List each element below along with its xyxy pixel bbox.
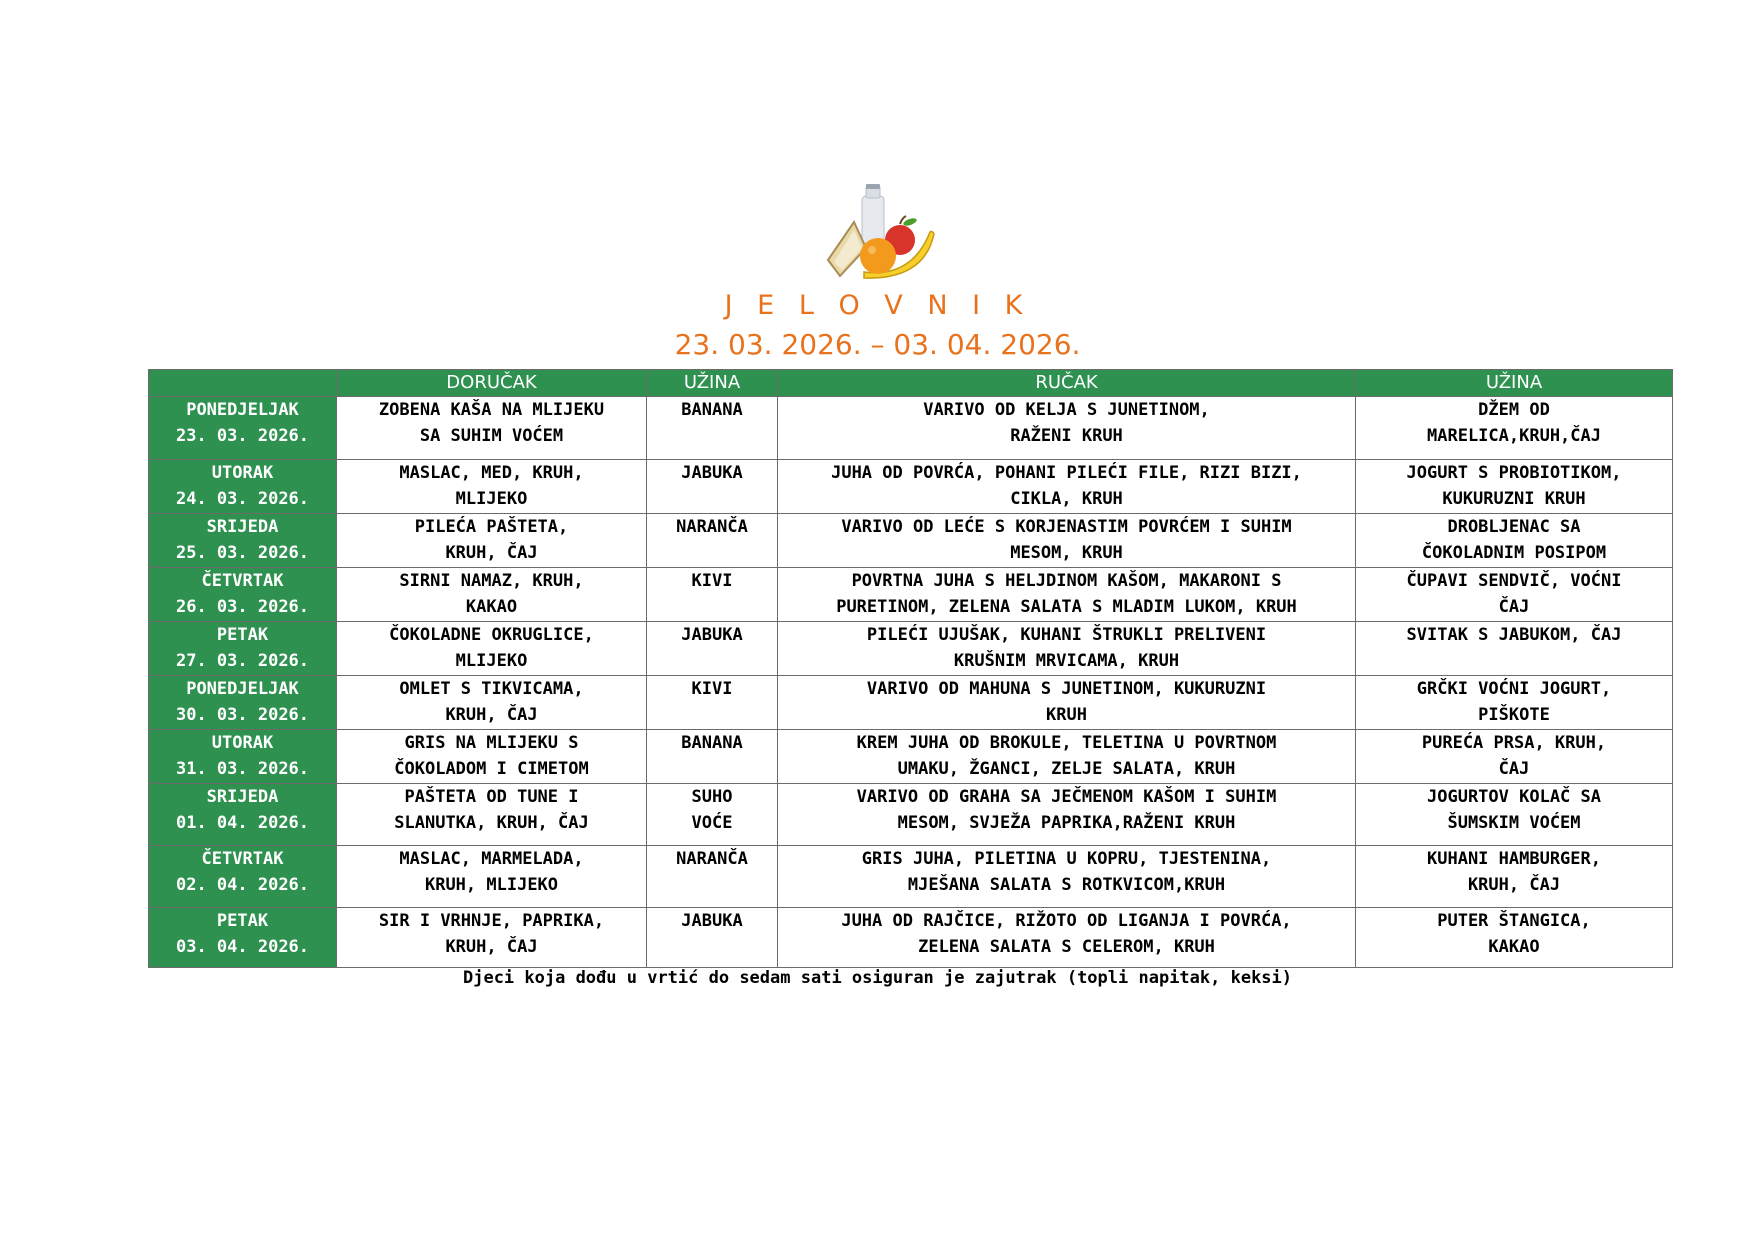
snack-2-cell: ČUPAVI SENDVIČ, VOĆNI ČAJ [1356,568,1673,622]
lunch-cell: VARIVO OD MAHUNA S JUNETINOM, KUKURUZNI KRUH [778,676,1356,730]
column-header-lunch: RUČAK [778,370,1356,397]
day-cell: PETAK 27. 03. 2026. [149,622,337,676]
day-cell: PETAK 03. 04. 2026. [149,908,337,968]
snack-1-cell: SUHO VOĆE [647,784,778,846]
lunch-cell: GRIS JUHA, PILETINA U KOPRU, TJESTENINA, MJEŠANA SALATA S ROTKVICOM,KRUH [778,846,1356,908]
breakfast-cell: ZOBENA KAŠA NA MLIJEKU SA SUHIM VOĆEM [337,397,647,460]
lunch-cell: PILEĆI UJUŠAK, KUHANI ŠTRUKLI PRELIVENI KRUŠNIM MRVICAMA, KRUH [778,622,1356,676]
table-row [149,908,1673,968]
day-cell: SRIJEDA 25. 03. 2026. [149,514,337,568]
breakfast-cell: MASLAC, MARMELADA, KRUH, MLIJEKO [337,846,647,908]
lunch-cell: JUHA OD RAJČICE, RIŽOTO OD LIGANJA I POVRĆA, ZELENA SALATA S CELEROM, KRUH [778,908,1356,968]
day-cell: PONEDJELJAK 30. 03. 2026. [149,676,337,730]
footer-note: Djeci koja dođu u vrtić do sedam sati osiguran je zajutrak (topli napitak, keksi) [462,968,1293,988]
table-row [149,730,1673,784]
snack-1-cell: NARANČA [647,514,778,568]
page-title: J E L O V N I K [724,290,1031,321]
food-illustration-icon [820,182,940,282]
snack-1-cell: BANANA [647,730,778,784]
snack-2-cell: GRČKI VOĆNI JOGURT, PIŠKOTE [1356,676,1673,730]
day-cell: ČETVRTAK 02. 04. 2026. [149,846,337,908]
snack-2-cell: JOGURT S PROBIOTIKOM, KUKURUZNI KRUH [1356,460,1673,514]
table-row [149,568,1673,622]
snack-2-cell: SVITAK S JABUKOM, ČAJ [1356,622,1673,676]
day-cell: UTORAK 24. 03. 2026. [149,460,337,514]
lunch-cell: POVRTNA JUHA S HELJDINOM KAŠOM, MAKARONI S PURETINOM, ZELENA SALATA S MLADIM LUKOM, KRUH [778,568,1356,622]
snack-1-cell: KIVI [647,568,778,622]
snack-2-cell: DŽEM OD MARELICA,KRUH,ČAJ [1356,397,1673,460]
column-header-breakfast: DORUČAK [337,370,647,397]
snack-1-cell: JABUKA [647,460,778,514]
table-row [149,676,1673,730]
snack-1-cell: NARANČA [647,846,778,908]
column-header-snack-2: UŽINA [1356,370,1673,397]
table-header-row [149,370,1673,397]
table-row [149,846,1673,908]
day-cell: ČETVRTAK 26. 03. 2026. [149,568,337,622]
breakfast-cell: OMLET S TIKVICAMA, KRUH, ČAJ [337,676,647,730]
day-cell: SRIJEDA 01. 04. 2026. [149,784,337,846]
day-cell: UTORAK 31. 03. 2026. [149,730,337,784]
snack-1-cell: JABUKA [647,908,778,968]
breakfast-cell: PAŠTETA OD TUNE I SLANUTKA, KRUH, ČAJ [337,784,647,846]
breakfast-cell: GRIS NA MLIJEKU S ČOKOLADOM I CIMETOM [337,730,647,784]
column-header-day [149,370,337,397]
snack-2-cell: KUHANI HAMBURGER, KRUH, ČAJ [1356,846,1673,908]
snack-1-cell: BANANA [647,397,778,460]
breakfast-cell: SIR I VRHNJE, PAPRIKA, KRUH, ČAJ [337,908,647,968]
snack-2-cell: PUREĆA PRSA, KRUH, ČAJ [1356,730,1673,784]
snack-1-cell: KIVI [647,676,778,730]
snack-2-cell: JOGURTOV KOLAČ SA ŠUMSKIM VOĆEM [1356,784,1673,846]
breakfast-cell: MASLAC, MED, KRUH, MLIJEKO [337,460,647,514]
snack-2-cell: DROBLJENAC SA ČOKOLADNIM POSIPOM [1356,514,1673,568]
table-row [149,622,1673,676]
lunch-cell: VARIVO OD LEĆE S KORJENASTIM POVRĆEM I SUHIM MESOM, KRUH [778,514,1356,568]
table-row [149,784,1673,846]
table-row [149,460,1673,514]
table-row [149,397,1673,460]
lunch-cell: JUHA OD POVRĆA, POHANI PILEĆI FILE, RIZI BIZI, CIKLA, KRUH [778,460,1356,514]
snack-2-cell: PUTER ŠTANGICA, KAKAO [1356,908,1673,968]
lunch-cell: VARIVO OD GRAHA SA JEČMENOM KAŠOM I SUHIM MESOM, SVJEŽA PAPRIKA,RAŽENI KRUH [778,784,1356,846]
column-header-snack-1: UŽINA [647,370,778,397]
snack-1-cell: JABUKA [647,622,778,676]
lunch-cell: KREM JUHA OD BROKULE, TELETINA U POVRTNOM UMAKU, ŽGANCI, ZELJE SALATA, KRUH [778,730,1356,784]
menu-table [148,369,1673,968]
day-cell: PONEDJELJAK 23. 03. 2026. [149,397,337,460]
breakfast-cell: ČOKOLADNE OKRUGLICE, MLIJEKO [337,622,647,676]
breakfast-cell: SIRNI NAMAZ, KRUH, KAKAO [337,568,647,622]
table-row [149,514,1673,568]
date-range: 23. 03. 2026. – 03. 04. 2026. [674,328,1081,361]
lunch-cell: VARIVO OD KELJA S JUNETINOM, RAŽENI KRUH [778,397,1356,460]
breakfast-cell: PILEĆA PAŠTETA, KRUH, ČAJ [337,514,647,568]
